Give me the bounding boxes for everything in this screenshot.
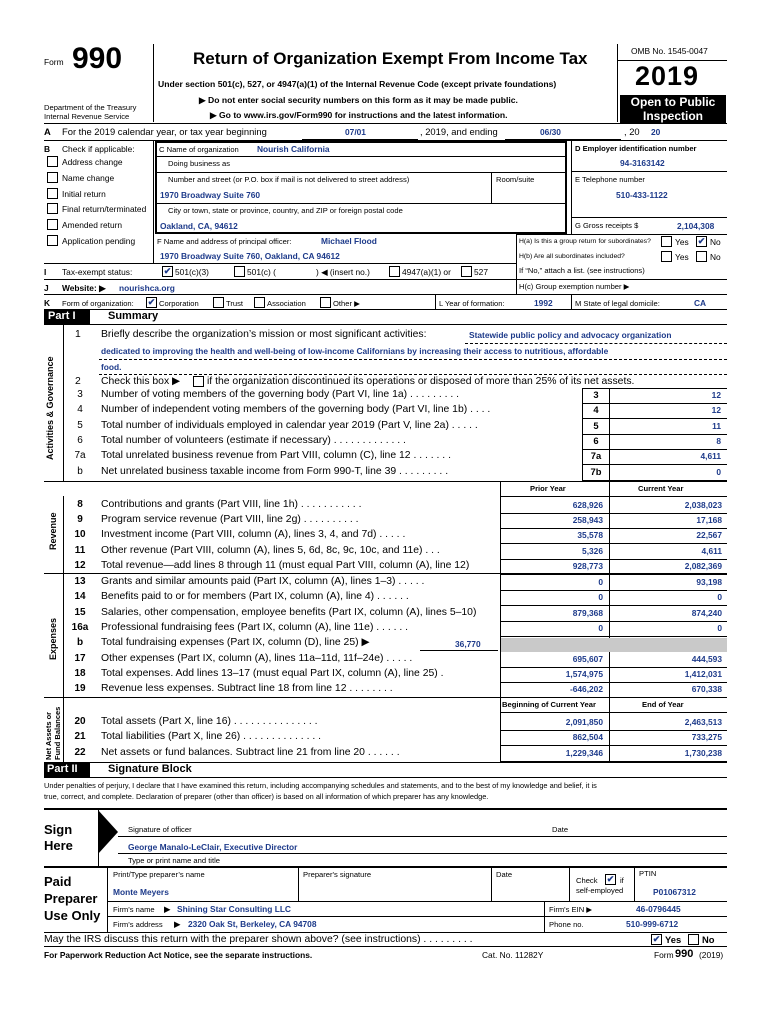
ein-value[interactable]: 94-3163142 — [620, 158, 665, 168]
expense-row-14-current[interactable]: 0 — [717, 592, 722, 603]
gov-row-b-value[interactable]: 0 — [716, 466, 721, 477]
tax-year: 2019 — [635, 61, 700, 91]
revenue-row-10-current[interactable]: 22,567 — [696, 530, 722, 541]
paid-label-1: Paid — [44, 874, 72, 889]
officer-signature-field[interactable] — [118, 815, 538, 835]
check-applicable-checkbox[interactable] — [47, 156, 58, 167]
gov-row-5-num: 5 — [77, 419, 83, 431]
revenue-row-11-current[interactable]: 4,611 — [701, 545, 722, 556]
expense-row-17-prior[interactable]: 695,607 — [572, 653, 603, 664]
discontinued-checkbox[interactable] — [193, 376, 204, 387]
net-assets-row-21-current[interactable]: 733,275 — [691, 732, 722, 743]
expense-row-19-current[interactable]: 670,338 — [691, 684, 722, 695]
hb-no-checkbox[interactable] — [696, 251, 707, 262]
line-2-num: 2 — [75, 376, 81, 387]
org-name-label: C Name of organization — [159, 145, 239, 154]
expense-row-16a-label: Professional fundraising fees (Part IX, column (A), line 11e) . . . . . . — [101, 621, 409, 633]
check-applicable-checkbox[interactable] — [47, 172, 58, 183]
firm-address-label: Firm’s address — [113, 920, 163, 929]
org-association-checkbox[interactable] — [254, 297, 265, 308]
expense-row-18-prior[interactable]: 1,574,975 — [565, 668, 603, 679]
status-501c-checkbox[interactable] — [234, 266, 245, 277]
preparer-date-label: Date — [496, 870, 513, 879]
row-divider — [500, 513, 727, 514]
net-assets-row-22-current[interactable]: 1,730,238 — [684, 747, 722, 758]
year-formation-label: L Year of formation: — [439, 299, 505, 308]
discuss-no-label: No — [702, 934, 715, 945]
year-formation-value[interactable]: 1992 — [534, 298, 553, 308]
hc-label: H(c) Group exemption number ▶ — [519, 282, 630, 291]
expense-row-17-current[interactable]: 444,593 — [691, 653, 722, 664]
hb-label: H(b) Are all subordinates included? — [519, 253, 625, 260]
form-number: 990 — [72, 42, 123, 75]
expense-row-14-num: 14 — [74, 591, 86, 603]
org-trust-checkbox[interactable] — [213, 297, 224, 308]
city-state-zip[interactable]: Oakland, CA, 94612 — [160, 221, 238, 231]
hb-no-label: No — [710, 252, 721, 262]
expense-row-18-num: 18 — [74, 667, 86, 679]
gov-row-5-label: Total number of individuals employed in calendar year 2019 (Part V, line 2a) . . . . . — [101, 419, 478, 431]
discuss-yes-label: Yes — [665, 934, 682, 945]
row-divider — [582, 480, 727, 481]
gov-row-6-value[interactable]: 8 — [716, 435, 721, 446]
officer-address[interactable]: 1970 Broadway Suite 760, Oakland, CA 94612 — [160, 251, 340, 261]
expense-row-19-label: Revenue less expenses. Subtract line 18 from line 12 . . . . . . . . — [101, 683, 393, 695]
net-assets-row-21-prior[interactable]: 862,504 — [572, 732, 603, 743]
firm-address-arrow-icon: ▶ — [174, 919, 181, 929]
col-end-year: End of Year — [642, 700, 684, 709]
row-divider — [500, 745, 727, 746]
form-title: Return of Organization Exempt From Income Tax — [193, 49, 588, 68]
status-501c3-label: 501(c)(3) — [175, 267, 209, 277]
line-i-letter: I — [44, 267, 47, 277]
expense-row-15-prior[interactable]: 879,368 — [572, 607, 603, 618]
revenue-row-10-num: 10 — [74, 529, 86, 541]
col-prior-year: Prior Year — [530, 484, 566, 493]
line-1-num: 1 — [75, 329, 81, 340]
check-applicable-label: Final return/terminated — [62, 204, 147, 215]
line-a-text: For the 2019 calendar year, or tax year beginning — [62, 126, 267, 137]
tax-year-end[interactable]: 06/30 — [540, 127, 561, 137]
street-label: Number and street (or P.O. box if mail is not delivered to street address) — [168, 175, 410, 184]
footer-form-year: (2019) — [699, 950, 724, 960]
form-subtitle: Under section 501(c), 527, or 4947(a)(1) of the Internal Revenue Code (except private foundations) — [158, 79, 557, 89]
expense-row-b-label: Total fundraising expenses (Part IX, column (D), line 25) ▶ — [101, 637, 370, 649]
fundraising-expenses-value[interactable]: 36,770 — [455, 639, 481, 649]
status-501c-label: 501(c) ( — [247, 267, 276, 277]
gov-row-5-value[interactable]: 11 — [712, 420, 721, 431]
row-divider — [500, 682, 727, 683]
org-trust-label: Trust — [226, 299, 244, 308]
principal-officer[interactable]: Michael Flood — [321, 236, 377, 246]
preparer-phone[interactable]: 510-999-6712 — [626, 919, 679, 929]
status-4947-label: 4947(a)(1) or — [402, 267, 451, 277]
form-label: Form — [44, 57, 64, 67]
net-assets-row-22-label: Net assets or fund balances. Subtract line 21 from line 20 . . . . . . — [101, 746, 400, 758]
revenue-row-12-num: 12 — [74, 559, 86, 571]
sign-label-1: Sign — [44, 822, 73, 837]
gov-row-b-label: Net unrelated business taxable income from Form 990-T, line 39 . . . . . . . . . — [101, 465, 449, 477]
tax-year-end-yy[interactable]: 20 — [651, 127, 661, 137]
tax-year-begin[interactable]: 07/01 — [345, 127, 366, 137]
principal-officer-label: F Name and address of principal officer: — [157, 237, 292, 246]
revenue-row-11-label: Other revenue (Part VIII, column (A), lines 5, 6d, 8c, 9c, 10c, and 11e) . . . — [101, 544, 440, 556]
ha-no-label: No — [710, 237, 721, 247]
row-divider — [500, 559, 727, 560]
expense-row-16a-num: 16a — [71, 621, 89, 633]
mission-line-3[interactable]: food. — [101, 362, 122, 372]
dept-treasury: Department of the Treasury — [44, 103, 137, 112]
ha-label: H(a) Is this a group return for subordinates? — [519, 238, 651, 245]
revenue-row-9-current[interactable]: 17,168 — [696, 515, 722, 526]
org-name[interactable]: Nourish California — [257, 144, 330, 154]
expense-row-16a-current[interactable]: 0 — [717, 622, 722, 633]
paid-label-3: Use Only — [44, 908, 101, 923]
street-address[interactable]: 1970 Broadway Suite 760 — [160, 190, 261, 200]
col-beginning-year: Beginning of Current Year — [502, 700, 596, 709]
gov-row-5-box: 5 — [593, 419, 599, 431]
check-applicable-label: Amended return — [62, 220, 123, 231]
signature-date-label: Date — [552, 825, 569, 834]
expense-row-14-label: Benefits paid to or for members (Part IX, column (A), line 4) . . . . . . — [101, 591, 409, 603]
net-assets-row-22-num: 22 — [74, 746, 86, 758]
part-1-tag: Part I — [48, 310, 76, 322]
gov-row-7a-label: Total unrelated business revenue from Part VIII, column (C), line 12 . . . . . . . — [101, 450, 451, 462]
firm-name-label: Firm’s name — [113, 905, 155, 914]
expense-row-13-num: 13 — [74, 576, 86, 587]
net-assets-row-20-prior[interactable]: 2,091,850 — [565, 717, 603, 727]
revenue-row-8-current[interactable]: 2,038,023 — [684, 500, 722, 510]
expense-row-15-current[interactable]: 874,240 — [691, 607, 722, 618]
revenue-row-8-prior[interactable]: 628,926 — [572, 500, 603, 510]
status-527-label: 527 — [474, 267, 488, 277]
gross-receipts-label: G Gross receipts $ — [575, 221, 639, 230]
sign-label-2: Here — [44, 838, 73, 853]
firm-name[interactable]: Shining Star Consulting LLC — [177, 904, 291, 914]
revenue-row-9-label: Program service revenue (Part VIII, line 2g) . . . . . . . . . . — [101, 514, 359, 526]
section-b-letter: B — [44, 144, 51, 154]
ha-yes-label: Yes — [675, 237, 689, 247]
self-employed-checkbox[interactable]: ✔ — [606, 874, 615, 884]
part-1-title: Summary — [108, 310, 159, 322]
check-applicable-checkbox[interactable] — [47, 219, 58, 230]
net-assets-row-20-current[interactable]: 2,463,513 — [684, 717, 722, 727]
phone-label: E Telephone number — [575, 175, 645, 184]
row-divider — [500, 543, 727, 544]
org-corporation-label: Corporation — [159, 299, 199, 308]
revenue-row-11-num: 11 — [74, 544, 86, 556]
gov-row-3-label: Number of voting members of the governing body (Part VI, line 1a) . . . . . . . . . — [101, 389, 460, 400]
tax-exempt-label: Tax-exempt status: — [62, 267, 133, 277]
part-2-tag: Part II — [47, 763, 78, 775]
dba-label: Doing business as — [168, 159, 231, 168]
org-corporation-checkbox[interactable]: ✔ — [147, 297, 156, 307]
net-assets-row-20-num: 20 — [74, 716, 86, 727]
side-label-governance: Activities & Governance — [45, 356, 55, 460]
row-divider — [500, 636, 727, 637]
status-4947-checkbox[interactable] — [389, 266, 400, 277]
line-2-text: if the organization discontinued its operations or disposed of more than 25% of its net assets. — [207, 376, 635, 387]
gov-row-b-box: 7b — [590, 465, 602, 477]
signature-officer-label: Signature of officer — [128, 825, 192, 834]
preparer-name[interactable]: Monte Meyers — [113, 887, 169, 897]
expense-row-13-label: Grants and similar amounts paid (Part IX, column (A), lines 1–3) . . . . . — [101, 576, 425, 587]
hb-yes-label: Yes — [675, 252, 689, 262]
preparer-signature-field[interactable] — [300, 880, 488, 900]
check-applicable-label: Initial return — [62, 188, 106, 199]
check-applicable-checkbox[interactable] — [47, 235, 58, 246]
expense-row-13-prior[interactable]: 0 — [598, 577, 603, 587]
line-j-letter: J — [44, 283, 49, 293]
instructions-notice: ▶ Go to www.irs.gov/Form990 for instructions and the latest information. — [210, 110, 508, 120]
hb-note: If “No,” attach a list. (see instructions) — [519, 266, 645, 275]
gov-row-7a-num: 7a — [74, 450, 86, 462]
revenue-row-8-label: Contributions and grants (Part VIII, line 1h) . . . . . . . . . . . — [101, 499, 362, 510]
expense-row-15-num: 15 — [74, 606, 86, 618]
gov-row-3-box: 3 — [593, 389, 599, 400]
section-b-heading: Check if applicable: — [62, 144, 135, 154]
line-a-year-text: , 20 — [624, 126, 640, 137]
gov-row-4-label: Number of independent voting members of the governing body (Part VI, line 1b) . . . . — [101, 404, 491, 416]
preparer-phone-label: Phone no. — [549, 920, 584, 929]
paid-label-2: Preparer — [44, 891, 98, 906]
website-label: Website: ▶ — [62, 283, 106, 293]
perjury-line-2: true, correct, and complete. Declaration of preparer (other than officer) is based on all information of which preparer has any knowledge. — [44, 792, 489, 801]
preparer-sig-label: Preparer's signature — [303, 870, 372, 879]
net-assets-row-21-num: 21 — [74, 731, 86, 743]
gov-row-6-num: 6 — [77, 434, 83, 446]
revenue-row-9-num: 9 — [77, 514, 83, 526]
check-applicable-checkbox[interactable] — [47, 188, 58, 199]
status-527-checkbox[interactable] — [461, 266, 472, 277]
status-501c-insert: ) ◀ (insert no.) — [316, 267, 370, 277]
expense-row-18-current[interactable]: 1,412,031 — [684, 668, 722, 679]
expense-row-13-current[interactable]: 93,198 — [696, 577, 722, 587]
irs-discuss-question: May the IRS discuss this return with the preparer shown above? (see instructions) . . . . . . . . . — [44, 934, 473, 945]
row-divider — [582, 403, 727, 404]
row-divider — [500, 730, 727, 731]
line-2-label: Check this box ▶ — [101, 376, 181, 387]
org-association-label: Association — [267, 299, 306, 308]
gov-row-3-num: 3 — [77, 389, 83, 400]
revenue-row-12-label: Total revenue—add lines 8 through 11 (must equal Part VIII, column (A), line 12) — [101, 559, 470, 571]
gov-row-6-box: 6 — [593, 434, 599, 446]
check-applicable-checkbox[interactable] — [47, 203, 58, 214]
line-a-mid: , 2019, and ending — [420, 126, 498, 137]
check-applicable-label: Address change — [62, 157, 123, 167]
sign-arrow-icon — [98, 810, 120, 868]
revenue-row-8-num: 8 — [77, 499, 83, 510]
expense-row-19-prior[interactable]: -646,202 — [569, 684, 603, 695]
check-applicable-label: Name change — [62, 172, 115, 183]
row-divider — [582, 418, 727, 419]
org-other-checkbox[interactable] — [320, 297, 331, 308]
ha-no-checkbox[interactable]: ✔ — [697, 236, 706, 246]
open-public-1: Open to Public — [630, 95, 716, 109]
gov-row-7a-box: 7a — [590, 450, 602, 462]
phone-value[interactable]: 510-433-1122 — [616, 190, 668, 200]
firm-ein[interactable]: 46-0796445 — [636, 904, 681, 914]
website-value[interactable]: nourishca.org — [119, 283, 175, 293]
row-divider — [582, 464, 727, 465]
row-divider — [582, 434, 727, 435]
expense-row-16a-prior[interactable]: 0 — [598, 622, 603, 633]
expense-row-18-label: Total expenses. Add lines 13–17 (must equal Part IX, column (A), line 25) . — [101, 667, 444, 679]
side-label-expenses: Expenses — [48, 617, 58, 660]
side-label-net-2: Fund Balances — [53, 706, 62, 760]
gov-row-7a-value[interactable]: 4,611 — [700, 451, 721, 462]
side-label-net-1: Net Assets or — [44, 711, 53, 760]
net-assets-row-22-prior[interactable]: 1,229,346 — [565, 747, 603, 758]
ein-label: D Employer identification number — [575, 144, 697, 153]
omb-number: OMB No. 1545-0047 — [631, 46, 708, 56]
expense-row-15-label: Salaries, other compensation, employee benefits (Part IX, column (A), lines 5–10) — [101, 606, 477, 618]
side-label-revenue: Revenue — [48, 512, 58, 550]
type-name-label: Type or print name and title — [128, 856, 221, 865]
part-2-title: Signature Block — [108, 763, 192, 775]
revenue-row-11-prior[interactable]: 5,326 — [582, 545, 603, 556]
revenue-row-10-prior[interactable]: 35,578 — [577, 530, 603, 541]
state-domicile-value[interactable]: CA — [694, 298, 707, 308]
cat-number: Cat. No. 11282Y — [482, 950, 544, 960]
status-501c3-checkbox[interactable]: ✔ — [163, 266, 172, 276]
col-current-year: Current Year — [638, 484, 684, 493]
mission-line-2[interactable]: dedicated to improving the health and well-being of low-income Californians by increasing their access to nutritious, affordable — [101, 346, 609, 356]
self-employed-check-label: Check — [576, 876, 598, 885]
firm-name-arrow-icon: ▶ — [164, 904, 171, 914]
gov-row-4-value[interactable]: 12 — [711, 405, 721, 416]
self-employed-if-label: if — [620, 876, 624, 885]
row-divider — [500, 667, 727, 668]
form-org-label: Form of organization: — [62, 299, 134, 308]
expense-row-14-prior[interactable]: 0 — [598, 592, 603, 603]
gov-row-b-num: b — [77, 465, 83, 477]
ha-yes-checkbox[interactable] — [661, 236, 672, 247]
discuss-no-checkbox[interactable] — [688, 934, 699, 945]
revenue-row-12-prior[interactable]: 928,773 — [572, 560, 603, 571]
firm-address[interactable]: 2320 Oak St, Berkeley, CA 94708 — [188, 919, 317, 929]
row-divider — [582, 449, 727, 450]
expense-row-17-label: Other expenses (Part IX, column (A), lines 11a–11d, 11f–24e) . . . . . — [101, 652, 413, 664]
gov-row-6-label: Total number of volunteers (estimate if necessary) . . . . . . . . . . . . . — [101, 434, 406, 446]
revenue-row-10-label: Investment income (Part VIII, column (A), lines 3, 4, and 7d) . . . . . — [101, 529, 406, 541]
self-employed-label: self-employed — [576, 886, 624, 895]
open-public-2: Inspection — [642, 109, 703, 123]
perjury-line-1: Under penalties of perjury, I declare that I have examined this return, including accompanying schedules and statements, and to the best of my knowledge and belief, it is — [44, 781, 597, 790]
expense-row-17-num: 17 — [74, 652, 86, 664]
gov-row-4-box: 4 — [593, 404, 599, 416]
gov-row-3-value[interactable]: 12 — [711, 390, 721, 400]
line-a-letter: A — [44, 126, 51, 137]
irs-label: Internal Revenue Service — [44, 112, 130, 121]
net-assets-row-20-label: Total assets (Part X, line 16) . . . . . . . . . . . . . . . — [101, 716, 318, 727]
row-divider — [500, 621, 727, 622]
ssn-notice: ▶ Do not enter social security numbers on this form as it may be made public. — [199, 95, 518, 105]
expense-row-19-num: 19 — [74, 683, 86, 695]
gov-row-4-num: 4 — [77, 404, 83, 416]
org-other-label: Other ▶ — [333, 299, 360, 308]
city-label: City or town, state or province, country, and ZIP or foreign postal code — [168, 206, 403, 215]
preparer-name-label: Print/Type preparer’s name — [113, 870, 205, 879]
revenue-row-12-current[interactable]: 2,082,369 — [684, 560, 722, 571]
gross-receipts-value[interactable]: 2,104,308 — [677, 221, 715, 231]
officer-name-title[interactable]: George Manalo-LeClair, Executive Director — [128, 842, 298, 852]
row-divider — [500, 590, 727, 591]
footer-form-text: Form — [654, 950, 674, 960]
room-label: Room/suite — [496, 175, 535, 184]
mission-label: Briefly describe the organization’s mission or most significant activities: — [101, 329, 427, 340]
footer-form-number: 990 — [675, 948, 694, 960]
mission-line-1[interactable]: Statewide public policy and advocacy organization — [469, 330, 672, 340]
state-domicile-label: M State of legal domicile: — [575, 299, 660, 308]
line-k-letter: K — [44, 298, 51, 308]
firm-ein-label: Firm's EIN ▶ — [549, 905, 593, 914]
discuss-yes-checkbox[interactable]: ✔ — [652, 934, 661, 944]
row-divider — [500, 528, 727, 529]
ptin-value[interactable]: P01067312 — [653, 887, 696, 897]
hb-yes-checkbox[interactable] — [661, 251, 672, 262]
expense-row-b-num: b — [76, 637, 84, 649]
ptin-label: PTIN — [639, 869, 657, 878]
pra-notice: For Paperwork Reduction Act Notice, see the separate instructions. — [44, 950, 313, 960]
check-applicable-label: Application pending — [62, 236, 136, 246]
net-assets-row-21-label: Total liabilities (Part X, line 26) . . . . . . . . . . . . . . — [101, 731, 322, 743]
row-divider — [500, 605, 727, 606]
revenue-row-9-prior[interactable]: 258,943 — [572, 515, 603, 526]
